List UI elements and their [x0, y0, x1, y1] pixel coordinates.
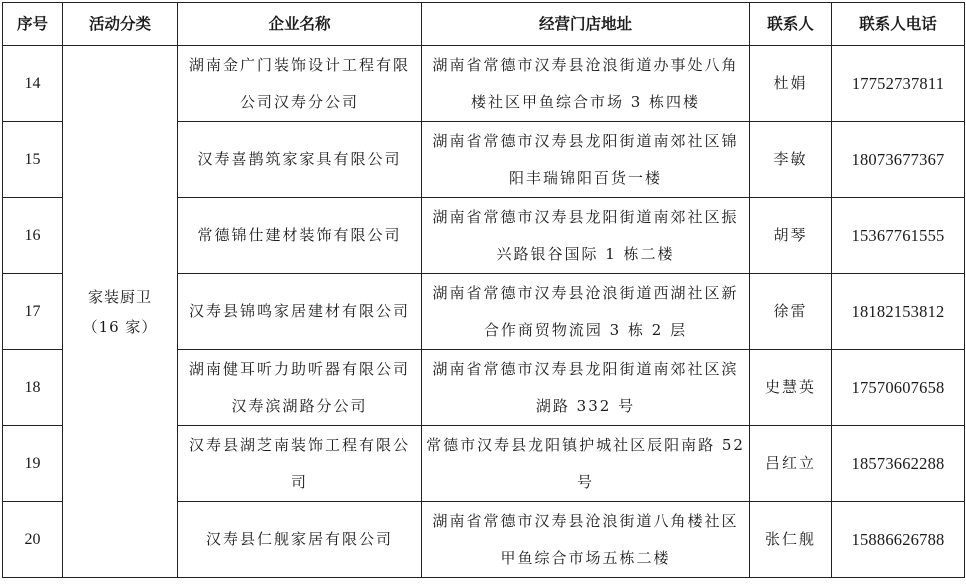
row-no: 19: [3, 426, 63, 502]
row-no: 20: [3, 502, 63, 578]
category-name: 家装厨卫: [87, 287, 152, 306]
header-no: 序号: [3, 3, 63, 46]
company-name: 汉寿喜鹊筑家家具有限公司: [178, 122, 422, 198]
store-address: 常德市汉寿县龙阳镇护城社区辰阳南路 52 号: [422, 426, 750, 502]
company-name: 汉寿县湖芝南装饰工程有限公司: [178, 426, 422, 502]
contact-phone: 17570607658: [832, 350, 965, 426]
row-no: 15: [3, 122, 63, 198]
contact-phone: 18573662288: [832, 426, 965, 502]
company-name: 常德锦仕建材装饰有限公司: [178, 198, 422, 274]
company-name: 湖南健耳听力助听器有限公司汉寿滨湖路分公司: [178, 350, 422, 426]
row-no: 14: [3, 46, 63, 122]
row-no: 16: [3, 198, 63, 274]
contact-person: 胡琴: [750, 198, 832, 274]
contact-phone: 15367761555: [832, 198, 965, 274]
contact-phone: 15886626788: [832, 502, 965, 578]
contact-person: 徐雷: [750, 274, 832, 350]
header-contact: 联系人: [750, 3, 832, 46]
contact-person: 李敏: [750, 122, 832, 198]
contact-phone: 18182153812: [832, 274, 965, 350]
contact-phone: 17752737811: [832, 46, 965, 122]
store-address: 湖南省常德市汉寿县龙阳街道南郊社区滨湖路 332 号: [422, 350, 750, 426]
header-address: 经营门店地址: [422, 3, 750, 46]
company-name: 汉寿县锦鸣家居建材有限公司: [178, 274, 422, 350]
category-count: （16 家）: [82, 317, 158, 336]
company-name: 湖南金广门装饰设计工程有限公司汉寿分公司: [178, 46, 422, 122]
contact-phone: 18073677367: [832, 122, 965, 198]
category-cell: [63, 46, 178, 578]
merchant-table: [2, 2, 965, 578]
row-no: 18: [3, 350, 63, 426]
store-address: 湖南省常德市汉寿县龙阳街道南郊社区振兴路银谷国际 1 栋二楼: [422, 198, 750, 274]
company-name: 汉寿县仁舰家居有限公司: [178, 502, 422, 578]
header-company: 企业名称: [178, 3, 422, 46]
store-address: 湖南省常德市汉寿县沧浪街道办事处八角楼社区甲鱼综合市场 3 栋四楼: [422, 46, 750, 122]
contact-person: 张仁舰: [750, 502, 832, 578]
header-phone: 联系人电话: [832, 3, 965, 46]
header-row: [3, 3, 965, 46]
store-address: 湖南省常德市汉寿县沧浪街道西湖社区新合作商贸物流园 3 栋 2 层: [422, 274, 750, 350]
row-no: 17: [3, 274, 63, 350]
table-row: [3, 46, 965, 122]
contact-person: 史慧英: [750, 350, 832, 426]
contact-person: 杜娟: [750, 46, 832, 122]
store-address: 湖南省常德市汉寿县龙阳街道南郊社区锦阳丰瑞锦阳百货一楼: [422, 122, 750, 198]
contact-person: 吕红立: [750, 426, 832, 502]
store-address: 湖南省常德市汉寿县沧浪街道八角楼社区甲鱼综合市场五栋二楼: [422, 502, 750, 578]
header-category: 活动分类: [63, 3, 178, 46]
